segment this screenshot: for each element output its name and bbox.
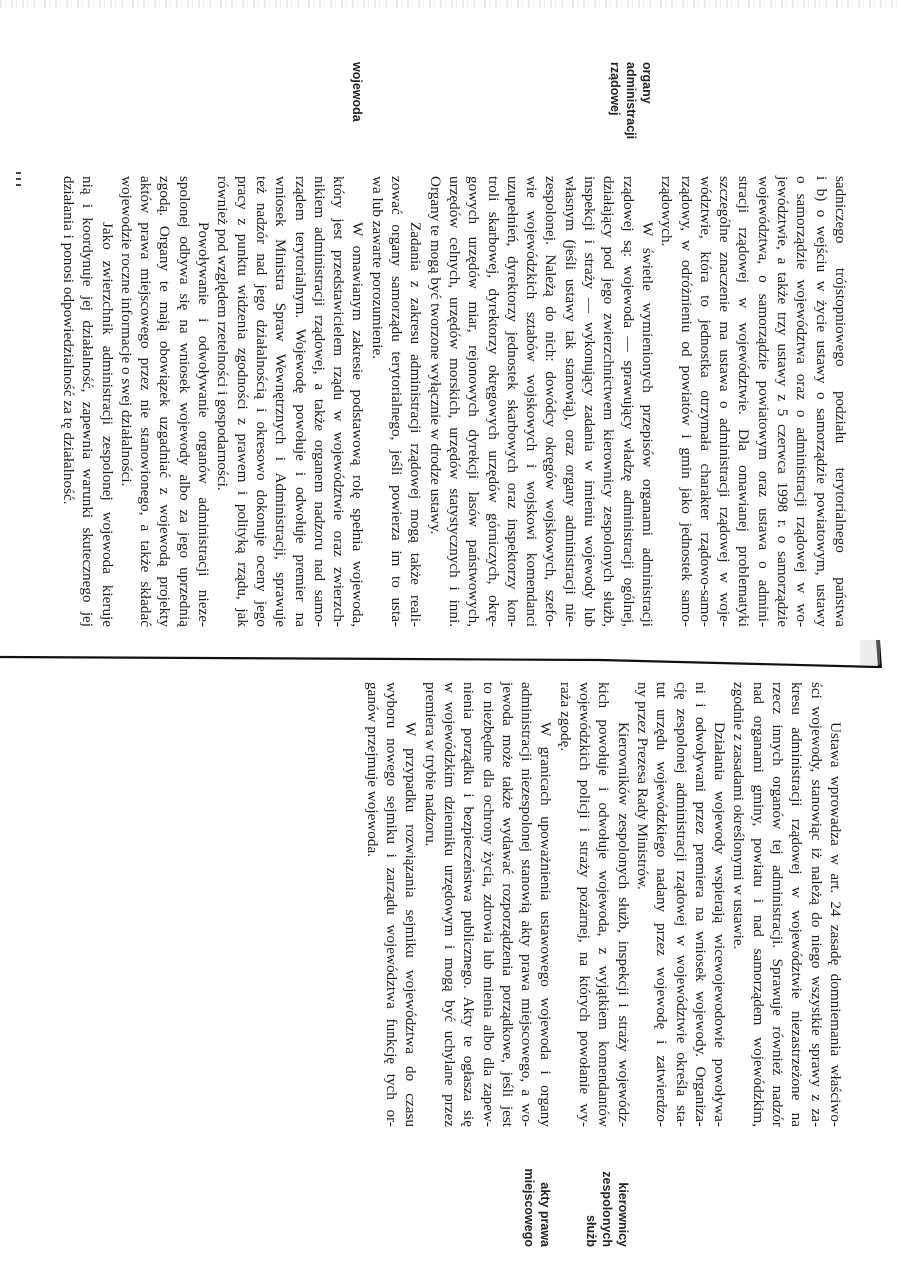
text-line: Organy te mogą być tworzone wyłącznie w drodze ustawy. [426,176,444,535]
text-line: Ustawa wprowadza w art. 24 zasadę domniemania właściwo- [827,722,844,1127]
text-line: wojewódzkich policji i straży pożarnej, na których powołanie wy- [576,682,594,1127]
text-line: również pod względem rzetelności i gospodarności. [214,176,232,491]
text-line: jewództwie, a także trzy ustawy z 5 czerwca 1998 r. o samorządzie [774,176,792,627]
margin-note-line: miejscowego [522,1168,537,1247]
text-line: inspekcji i straży — wykonujący zadania w imieniu wojewody lub [581,176,599,627]
text-line: który jest przedstawicielem rządu w województwie oraz zwierzch- [330,176,348,627]
text-line: to niezbędne dla ochrony życia, zdrowia lub mienia albo dla zapew- [479,682,497,1127]
text-line: stracji rządowej w województwie. Dla omawianej problematyki [735,176,753,627]
text-line: ganów przejmuje wojewoda. [363,682,381,858]
text-line: zgodą. Organy te mają obowiązek uzgadniać z wojewodą projekty [156,176,174,627]
text-line: ny przez Prezesa Rady Ministrów. [634,682,651,890]
text-line: Działania wojewody wspierają wicewojewodowie powoływa- [711,722,729,1127]
text-line: wojewodzie roczne informacje o swej działalności. [117,176,135,487]
text-line: Powoływanie i odwoływanie organów administracji nieze- [195,222,213,627]
text-line: rządowych. [658,176,676,247]
text-line: o samorządzie województwa oraz o administracji rządowej w wo- [793,176,811,627]
text-line: sadniczego trójstopniowego podziału terytorialnego państwa [832,176,849,627]
text-line: wództwie, która to jednostka otrzymała charakter rządowo-samo- [696,176,714,627]
text-line: premiera w trybie nadzoru. [421,682,439,847]
margin-note-line: administracji [624,62,638,140]
text-line: troli skarbowej, dyrektorzy okręgowych urzędów górniczych, okrę- [484,176,502,627]
text-line: kresu administracji rządowej w województwie niezastrzeżone na [788,682,806,1127]
text-line: wniosek Ministra Spraw Wewnętrznych i Administracji, sprawuje [272,176,290,627]
text-line: Kierowników zespolonych służb, inspekcji i straży wojewódz- [614,722,632,1127]
margin-note-line: rządowej [608,62,622,116]
margin-note-line: wojewoda [350,62,365,122]
text-line: i b) o wejściu w życie ustawy o samorządzie powiatowym, ustawy [812,176,830,627]
text-line: tut urzędu wojewódzkiego nadany przez wojewodę i zatwierdzo- [653,682,671,1127]
text-line: nad organami gminy, powiatu i nad samorządem wojewódzkim, [749,682,767,1127]
margin-note-line: akty prawa [538,1182,553,1247]
margin-note-line: służb [583,1215,598,1247]
text-line: raża zgodę. [556,682,574,752]
text-line: aktów prawa miejscowego przez nie stanowionego, a także składać [137,176,155,627]
text-line: uzupełnień, dyrektorzy jednostek skarbowych oraz inspektorzy kon- [503,176,521,627]
text-line: działający pod jego zwierzchnictwem kierownicy zespolonych służb, [600,176,618,627]
margin-mark [16,172,21,188]
text-line: działania i ponosi odpowiedzialność za tę działalność. [60,176,77,505]
text-line: kich powołuje i odwołuje wojewoda, z wyjątkiem komendantów [595,682,613,1127]
text-line: ści wojewody, stanowiąc iż należą do niego wszystkie sprawy z za- [807,682,825,1127]
text-line: województwa, o samorządzie powiatowym oraz ustawa o admini- [754,176,772,627]
text-line: jewoda może także wydawać rozporządzenia porządkowe, jeśli jest [498,682,516,1127]
text-line: wie wojewódzkich sztabów wojskowych i wojskowi komendanci [523,176,541,627]
margin-note-line: zespolonych [599,1171,614,1247]
text-line: nienia porządku i bezpieczeństwa publicznego. Akty te ogłasza się [460,682,478,1127]
text-line: nią i koordynuje jej działalność, zapewnia warunki skutecznego jej [79,176,97,627]
text-line: Jako zwierzchnik administracji zespolonej wojewoda kieruje [98,222,116,627]
margin-note-line: organy [640,62,654,104]
text-line: W omawianym zakresie podstawową rolę spełnia wojewoda, [349,222,367,627]
text-line: rządowy, w odróżnieniu od powiatów i gmin jako jednostek samo- [677,176,695,627]
text-line: wyboru nowego sejmiku i zarządu województwa funkcję tych or- [383,682,401,1127]
text-line: zgodnie z zasadami określonymi w ustawie. [730,682,748,950]
text-line: rządowej są: wojewoda — sprawujący władzę administracji ogólnej, [619,176,637,627]
text-line: Zadania z zakresu administracji rządowej mogą także reali- [407,222,425,627]
text-line: rządem terytorialnym. Wojewodę powołuje i odwołuje premier na [291,176,309,627]
text-line: W granicach upoważnienia ustawowego wojewoda i organy [537,722,555,1127]
text-line: urzędów celnych, urzędów morskich, urzędów statystycznych i inni. [446,176,463,627]
text-line: własnym (jeśli ustawy tak stanowią), oraz organy administracji nie- [561,176,579,627]
text-line: szczególne znaczenie ma ustawa o administracji rządowej w woje- [716,176,734,627]
text-line: spolonej odbywa się na wniosek wojewody albo za jego uprzednią [175,176,193,627]
text-line: w wojewódzkim dzienniku urzędowym i mogą być uchylane przez [441,682,458,1127]
text-line: rzecz innych organów tej administracji. Sprawuje również nadzór [769,682,787,1127]
text-line: W świetle wymienionych przepisów organami administracji [639,222,656,627]
text-line: wa lub zawarte porozumienie. [368,176,386,360]
text-line: zować organy samorządu terytorialnego, jeśli powierza im to usta- [388,176,406,627]
text-line: pracy z punktu widzenia zgodności z prawem i polityką rządu, jak [233,176,251,627]
text-line: W przypadku rozwiązania sejmiku województwa do czasu [402,722,420,1127]
margin-note-line: kierownicy [615,1182,630,1247]
text-line: administracji niezespolonej stanowią akty prawa miejscowego, a wo- [518,682,536,1127]
text-line: nikiem administracji rządowej, a także organem nadzoru nad samo- [310,176,328,627]
text-line: zespolonej. Należą do nich: dowódcy okręgów wojskowych, szefo- [542,176,560,627]
text-line: też nadzór nad jego działalnością i okresowo dokonuje oceny jego [253,176,270,627]
text-line: gowych urzędów miar, rejonowych dyrekcji lasów państwowych, [465,176,483,627]
text-line: cję zespolonej administracji rządowej w województwie określa sta- [672,682,690,1127]
text-line: ni i odwoływani przez premiera na wniosek wojewody. Organiza- [691,682,709,1127]
